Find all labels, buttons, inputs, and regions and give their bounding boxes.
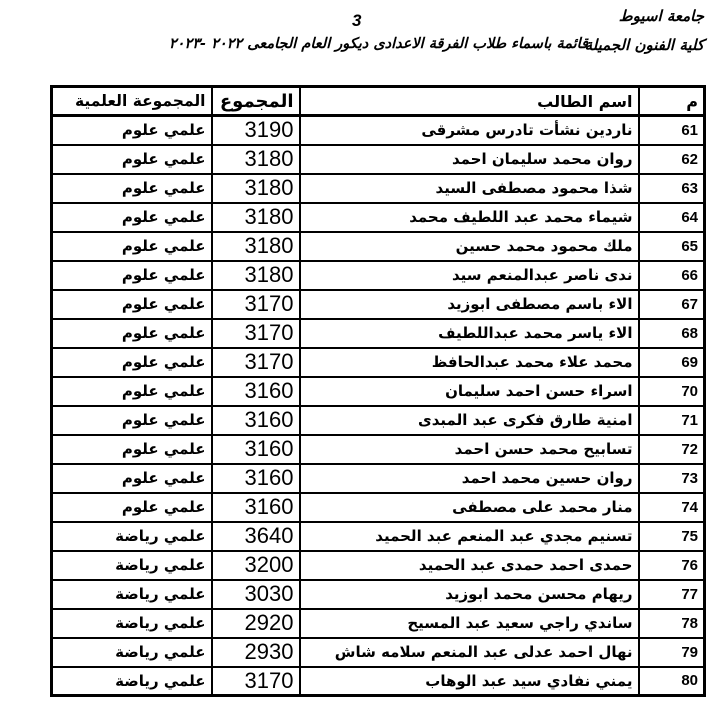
science-group: علمي علوم bbox=[52, 261, 212, 290]
student-name: الاء باسم مصطفى ابوزيد bbox=[300, 290, 639, 319]
total-score: 3160 bbox=[212, 493, 300, 522]
total-score: 3180 bbox=[212, 203, 300, 232]
table-row bbox=[52, 377, 705, 406]
students-table bbox=[50, 85, 706, 697]
table-header-row bbox=[52, 87, 705, 116]
science-group: علمي علوم bbox=[52, 203, 212, 232]
row-number: 61 bbox=[639, 116, 705, 145]
table-row bbox=[52, 522, 705, 551]
science-group: علمي رياضة bbox=[52, 551, 212, 580]
row-number: 63 bbox=[639, 174, 705, 203]
row-number: 68 bbox=[639, 319, 705, 348]
total-score: 3640 bbox=[212, 522, 300, 551]
table-row bbox=[52, 174, 705, 203]
table-row bbox=[52, 261, 705, 290]
table-row bbox=[52, 232, 705, 261]
page-number: 3 bbox=[352, 11, 362, 30]
row-number: 62 bbox=[639, 145, 705, 174]
table-row bbox=[52, 551, 705, 580]
row-number: 70 bbox=[639, 377, 705, 406]
table-row bbox=[52, 348, 705, 377]
total-score: 3160 bbox=[212, 406, 300, 435]
table-row bbox=[52, 145, 705, 174]
science-group: علمي رياضة bbox=[52, 638, 212, 667]
row-number: 64 bbox=[639, 203, 705, 232]
total-score: 3030 bbox=[212, 580, 300, 609]
total-score: 2920 bbox=[212, 609, 300, 638]
student-name: ناردين نشأت تادرس مشرقى bbox=[300, 116, 639, 145]
total-score: 3180 bbox=[212, 145, 300, 174]
table-row bbox=[52, 116, 705, 145]
row-number: 67 bbox=[639, 290, 705, 319]
science-group: علمي علوم bbox=[52, 435, 212, 464]
total-score: 3180 bbox=[212, 174, 300, 203]
table-row bbox=[52, 493, 705, 522]
table-row bbox=[52, 609, 705, 638]
science-group: علمي علوم bbox=[52, 464, 212, 493]
total-score: 3160 bbox=[212, 377, 300, 406]
total-score: 3200 bbox=[212, 551, 300, 580]
student-name: محمد علاء محمد عبدالحافظ bbox=[300, 348, 639, 377]
total-score: 3170 bbox=[212, 667, 300, 696]
total-score: 3160 bbox=[212, 464, 300, 493]
total-score: 3160 bbox=[212, 435, 300, 464]
student-name: روان حسين محمد احمد bbox=[300, 464, 639, 493]
science-group: علمي علوم bbox=[52, 377, 212, 406]
science-group: علمي علوم bbox=[52, 174, 212, 203]
student-name: يمني نفادي سيد عبد الوهاب bbox=[300, 667, 639, 696]
science-group: علمي رياضة bbox=[52, 667, 212, 696]
table-row bbox=[52, 319, 705, 348]
student-name: الاء ياسر محمد عبداللطيف bbox=[300, 319, 639, 348]
row-number: 69 bbox=[639, 348, 705, 377]
table-row bbox=[52, 203, 705, 232]
science-group: علمي رياضة bbox=[52, 522, 212, 551]
row-number: 65 bbox=[639, 232, 705, 261]
row-number: 74 bbox=[639, 493, 705, 522]
student-name: ملك محمود محمد حسين bbox=[300, 232, 639, 261]
row-number: 77 bbox=[639, 580, 705, 609]
total-score: 3170 bbox=[212, 348, 300, 377]
list-title: قائمة باسماء طلاب الفرقة الاعدادى ديكور العام الجامعى ٢٠٢٢ -٢٠٢٣ bbox=[168, 36, 588, 52]
row-number: 76 bbox=[639, 551, 705, 580]
science-group: علمي علوم bbox=[52, 406, 212, 435]
total-score: 3190 bbox=[212, 116, 300, 145]
table-row bbox=[52, 464, 705, 493]
student-name: اسراء حسن احمد سليمان bbox=[300, 377, 639, 406]
row-number: 66 bbox=[639, 261, 705, 290]
science-group: علمي علوم bbox=[52, 116, 212, 145]
student-name: ساندي راجي سعيد عبد المسيح bbox=[300, 609, 639, 638]
science-group: علمي علوم bbox=[52, 348, 212, 377]
student-name: تسنيم مجدي عبد المنعم عبد الحميد bbox=[300, 522, 639, 551]
student-name: نهال احمد عدلى عبد المنعم سلامه شاش bbox=[300, 638, 639, 667]
row-number: 71 bbox=[639, 406, 705, 435]
science-group: علمي رياضة bbox=[52, 580, 212, 609]
student-name: ريهام محسن محمد ابوزيد bbox=[300, 580, 639, 609]
student-name: ندى ناصر عبدالمنعم سيد bbox=[300, 261, 639, 290]
row-number: 73 bbox=[639, 464, 705, 493]
student-name: تسابيح محمد حسن احمد bbox=[300, 435, 639, 464]
table-row bbox=[52, 667, 705, 696]
table-row bbox=[52, 580, 705, 609]
row-number: 78 bbox=[639, 609, 705, 638]
row-number: 80 bbox=[639, 667, 705, 696]
science-group: علمي علوم bbox=[52, 319, 212, 348]
student-name: امنية طارق فكرى عبد المبدى bbox=[300, 406, 639, 435]
header-student-name: اسم الطالب bbox=[300, 87, 639, 116]
total-score: 3180 bbox=[212, 232, 300, 261]
student-name: حمدى احمد حمدى عبد الحميد bbox=[300, 551, 639, 580]
row-number: 72 bbox=[639, 435, 705, 464]
total-score: 2930 bbox=[212, 638, 300, 667]
header-science-group: المجموعة العلمية bbox=[52, 87, 212, 116]
total-score: 3180 bbox=[212, 261, 300, 290]
science-group: علمي رياضة bbox=[52, 609, 212, 638]
faculty-name: كلية الفنون الجميلة bbox=[584, 36, 704, 54]
row-number: 75 bbox=[639, 522, 705, 551]
header-total: المجموع bbox=[212, 87, 300, 116]
science-group: علمي علوم bbox=[52, 290, 212, 319]
student-name: منار محمد على مصطفى bbox=[300, 493, 639, 522]
university-name: جامعة اسيوط bbox=[618, 7, 704, 25]
science-group: علمي علوم bbox=[52, 232, 212, 261]
table-row bbox=[52, 406, 705, 435]
science-group: علمي علوم bbox=[52, 145, 212, 174]
table-row bbox=[52, 638, 705, 667]
total-score: 3170 bbox=[212, 290, 300, 319]
student-name: شذا محمود مصطفى السيد bbox=[300, 174, 639, 203]
header-number: م bbox=[639, 87, 705, 116]
student-name: شيماء محمد عبد اللطيف محمد bbox=[300, 203, 639, 232]
total-score: 3170 bbox=[212, 319, 300, 348]
science-group: علمي علوم bbox=[52, 493, 212, 522]
table-row bbox=[52, 290, 705, 319]
student-name: روان محمد سليمان احمد bbox=[300, 145, 639, 174]
row-number: 79 bbox=[639, 638, 705, 667]
table-row bbox=[52, 435, 705, 464]
